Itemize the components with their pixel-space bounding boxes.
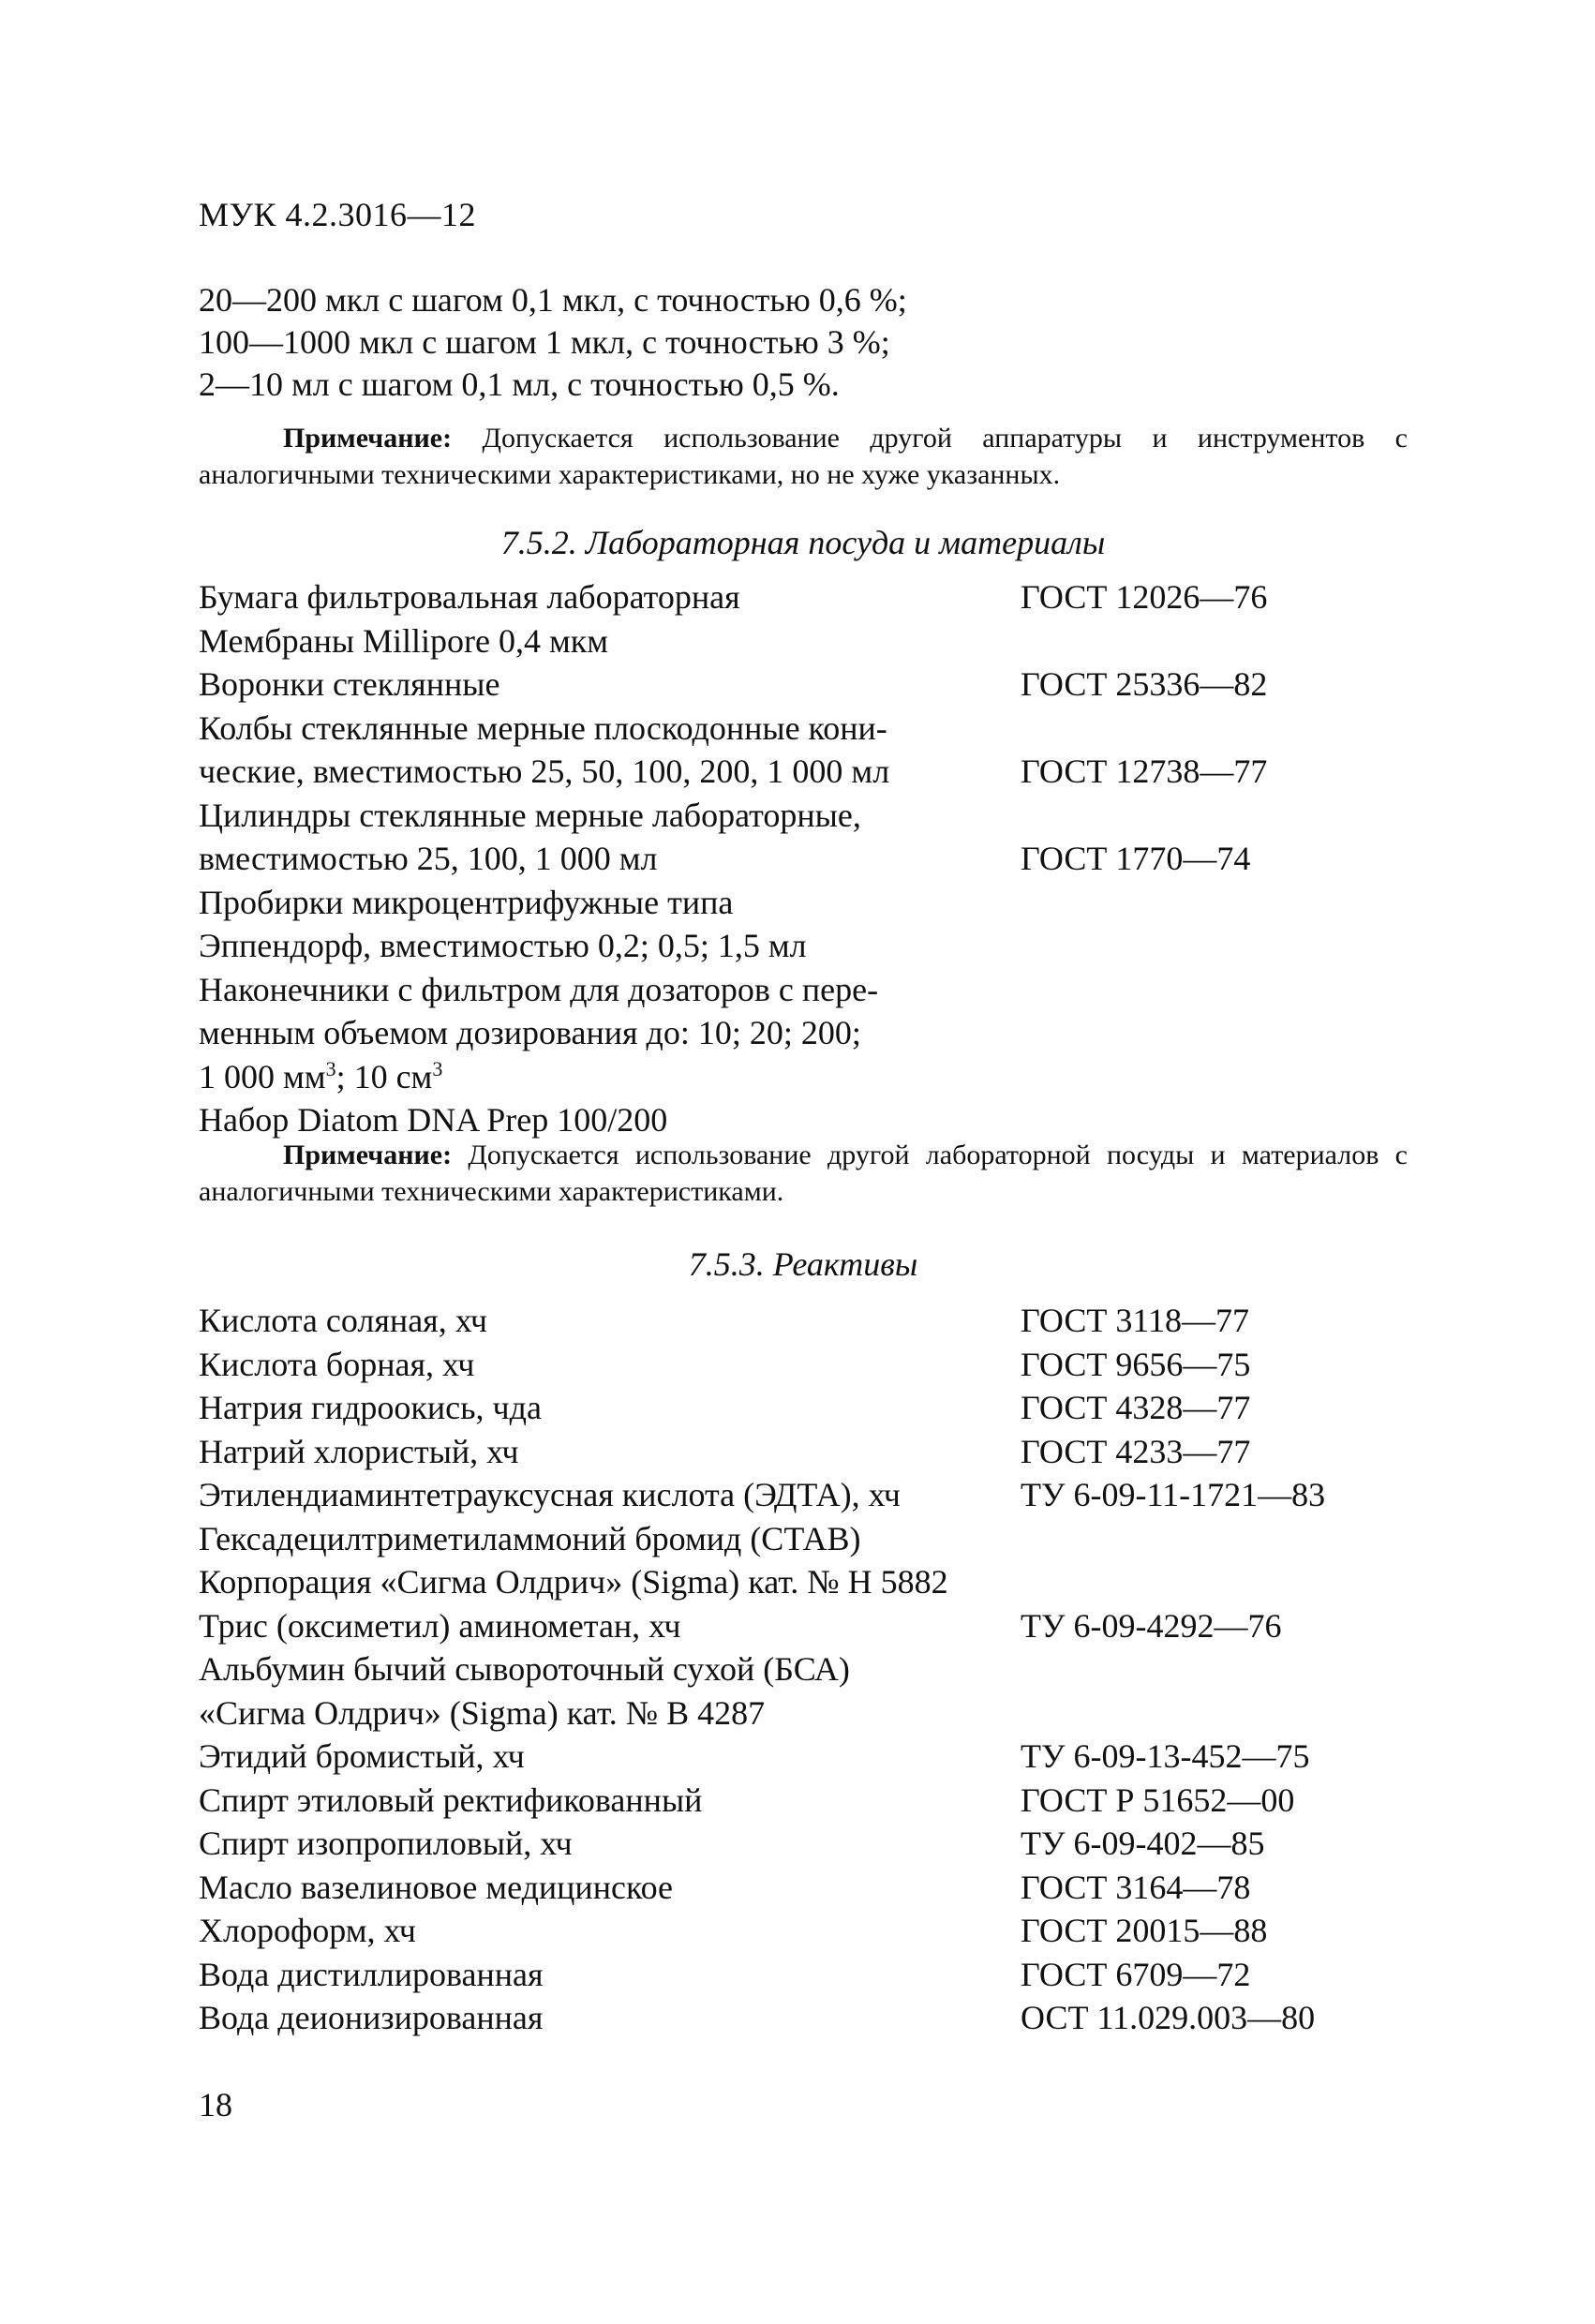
note-label: Примечание: <box>283 1140 453 1170</box>
list-item: Этилендиаминтетрауксусная кислота (ЭДТА), хч ТУ 6-09-11-1721—83 <box>199 1476 1326 1513</box>
list-item: Натрия гидроокись, чда ГОСТ 4328—77 <box>199 1389 1251 1426</box>
list-item: Спирт изопропиловый, хч ТУ 6-09-402—85 <box>199 1825 1265 1862</box>
reagents-list <box>199 1299 1417 2040</box>
list-item: Этидий бромистый, хч ТУ 6-09-13-452—75 <box>199 1737 1310 1775</box>
list-item: Натрий хлористый, хч ГОСТ 4233—77 <box>199 1432 1251 1470</box>
note-text: Допускается использование другой аппаратуры и инструментов с аналогичными техническими характеристиками, но не хуже указанных. <box>199 423 1408 490</box>
list-item: Мембраны Millipore 0,4 мкм <box>199 621 609 660</box>
note-label: Примечание: <box>283 423 453 454</box>
list-item: Пробирки микроцентрифужные типа <box>199 883 734 921</box>
list-item: Хлороформ, хч ГОСТ 20015—88 <box>199 1912 1268 1949</box>
list-item: Спирт этиловый ректификованный ГОСТ Р 51652—00 <box>199 1780 1295 1819</box>
range-line: 2—10 мл с шагом 0,1 мл, с точностью 0,5 %. <box>199 365 840 403</box>
range-line: 20—200 мкл с шагом 0,1 мкл, с точностью 0,6 %; <box>199 281 907 319</box>
list-item: Цилиндры стеклянные мерные лабораторные, <box>199 796 861 834</box>
list-item: Трис (оксиметил) аминометан, хч ТУ 6-09-4292—76 <box>199 1606 1282 1645</box>
note-text: Допускается использование другой лабораторной посуды и материалов с аналогичными техническими характеристиками. <box>199 1140 1408 1207</box>
list-item: Гексадецилтриметиламмоний бромид (СТАВ) <box>199 1519 861 1557</box>
list-item: Бумага фильтровальная лабораторная ГОСТ 12026—76 <box>199 578 1268 616</box>
list-item: Колбы стеклянные мерные плоскодонные кони- <box>199 708 887 747</box>
list-item: ческие, вместимостью 25, 50, 100, 200, 1 000 мл ГОСТ 12738—77 <box>199 752 1268 790</box>
section-title-labware: 7.5.2. Лабораторная посуда и материалы <box>500 524 1106 561</box>
list-item: Наконечники с фильтром для дозаторов с пере- <box>199 970 879 1008</box>
list-item: Альбумин бычий сывороточный сухой (БСА) <box>199 1650 850 1688</box>
labware-list <box>199 575 1417 1142</box>
list-item: Вода дистиллированная ГОСТ 6709—72 <box>199 1955 1251 1993</box>
list-item: 1 000 $мм^3$; 10 $см^3$ <box>199 1056 443 1095</box>
note-equipment <box>199 420 1408 493</box>
list-item: Эппендорф, вместимостью 0,2; 0,5; 1,5 мл <box>199 927 807 964</box>
list-item: Кислота борная, хч ГОСТ 9656—75 <box>199 1345 1251 1383</box>
range-line: 100—1000 мкл с шагом 1 мкл, с точностью 3 %; <box>199 323 890 361</box>
section-title-reagents: 7.5.3. Реактивы <box>688 1245 918 1283</box>
page-number: 18 <box>199 2086 232 2123</box>
list-item: Кислота соляная, хч ГОСТ 3118—77 <box>199 1302 1250 1339</box>
document-code: МУК 4.2.3016—12 <box>199 196 477 233</box>
list-item: Корпорация «Сигма Олдрич» (Sigma) кат. № Н 5882 <box>199 1563 948 1601</box>
list-item: Набор Diatom DNA Prep 100/200 <box>199 1101 668 1139</box>
list-item: Вода деионизированная ОСТ 11.029.003—80 <box>199 1999 1316 2036</box>
dispenser-ranges <box>199 279 1417 406</box>
list-item: менным объемом дозирования до: 10; 20; 200; <box>199 1014 861 1051</box>
list-item: вместимостью 25, 100, 1 000 мл ГОСТ 1770—74 <box>199 840 1251 877</box>
list-item: Масло вазелиновое медицинское ГОСТ 3164—78 <box>199 1868 1251 1906</box>
list-item: Воронки стеклянные ГОСТ 25336—82 <box>199 665 1268 703</box>
note-labware <box>199 1137 1408 1210</box>
list-item: «Сигма Олдрич» (Sigma) кат. № В 4287 <box>199 1693 766 1732</box>
